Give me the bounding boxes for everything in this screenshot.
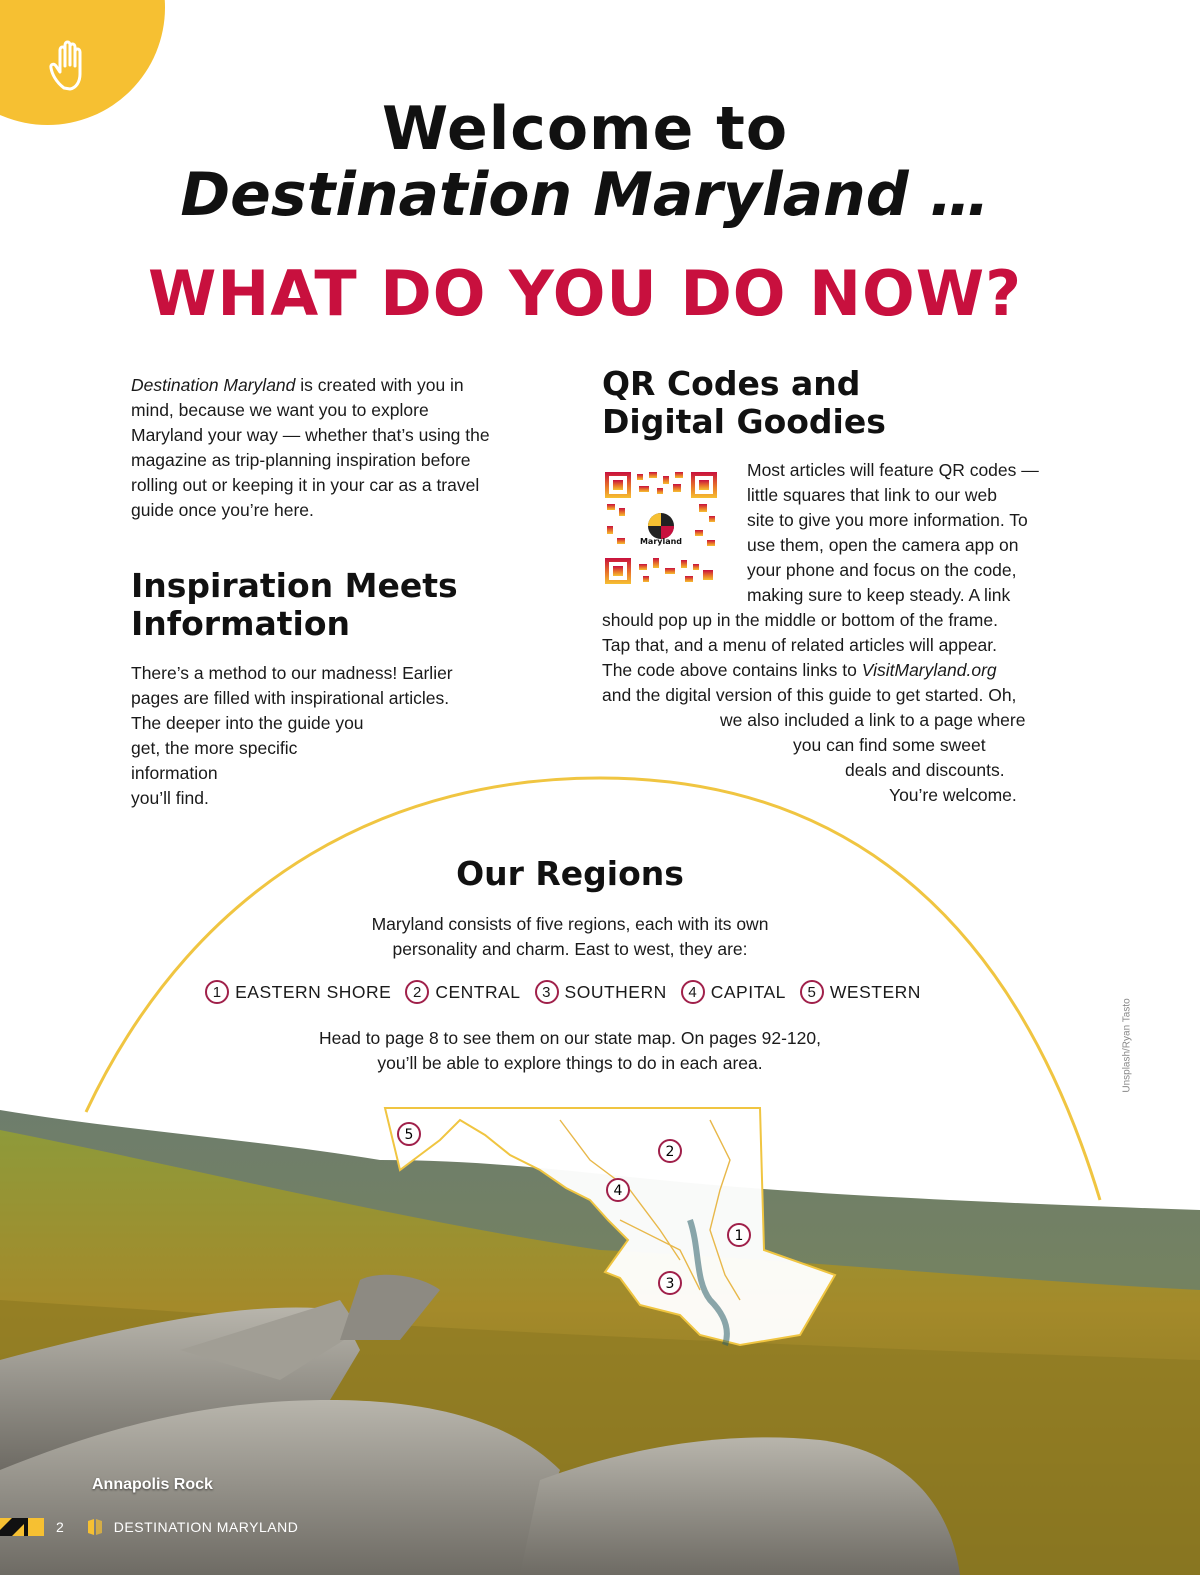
- region-item: [405, 980, 520, 1004]
- qr-line: we also included a link to a page where: [720, 710, 1026, 730]
- qr-label: Maryland: [639, 537, 683, 546]
- qr-line: Most articles will feature QR codes —: [747, 460, 1039, 480]
- qr-code-icon[interactable]: [603, 470, 719, 586]
- intro-text: is created with you in mind, because we want you to explore Maryland your way — whether that’s using the magazine as trip-planning inspiration before rolling out or keeping it in your car as a travel guide once you’re here.: [131, 375, 490, 520]
- intro-paragraph: [131, 373, 501, 523]
- map-marker-label: 1: [734, 1228, 744, 1244]
- qr-line-text: The code above contains links to: [602, 660, 862, 680]
- qr-line: You’re welcome.: [889, 785, 1017, 805]
- inspiration-line: pages are filled with inspirational articles.: [131, 688, 450, 708]
- region-item: [205, 980, 391, 1004]
- hand-icon: [42, 36, 102, 96]
- qr-line: Tap that, and a menu of related articles will appear.: [602, 635, 997, 655]
- visitmaryland-link[interactable]: VisitMaryland.org: [861, 660, 997, 680]
- qr-line: making sure to keep steady. A link: [747, 585, 1011, 605]
- region-number-badge: 5: [800, 980, 824, 1004]
- map-marker-label: 4: [613, 1183, 623, 1199]
- page-number: 2: [56, 1519, 64, 1535]
- inspiration-line: get, the more specific: [131, 738, 298, 758]
- regions-note-line1: Head to page 8 to see them on our state map. On pages 92-120,: [319, 1028, 821, 1048]
- qr-line: little squares that link to our web: [747, 485, 997, 505]
- region-item: [535, 980, 667, 1004]
- inspiration-heading: [131, 567, 551, 643]
- page-subtitle: WHAT DO YOU DO NOW?: [147, 257, 1023, 330]
- maryland-flag-icon: [0, 1518, 44, 1536]
- region-number-badge: 2: [405, 980, 429, 1004]
- region-label: SOUTHERN: [564, 981, 667, 1002]
- inspiration-line: information: [131, 763, 218, 783]
- region-label: EASTERN SHORE: [235, 981, 392, 1002]
- qr-line: should pop up in the middle or bottom of the frame.: [602, 610, 998, 630]
- region-label: CENTRAL: [435, 981, 521, 1002]
- photo-caption: Annapolis Rock: [92, 1476, 213, 1493]
- region-item: [681, 980, 786, 1004]
- regions-desc-line2: personality and charm. East to west, they are:: [392, 939, 748, 959]
- regions-note: [0, 1026, 1140, 1076]
- qr-heading-line2: Digital Goodies: [602, 402, 886, 441]
- page-title-line1: Welcome to: [381, 94, 789, 164]
- footer-title: DESTINATION MARYLAND: [113, 1519, 299, 1535]
- qr-heading-line1: QR Codes and: [602, 364, 861, 403]
- qr-line: [602, 658, 997, 683]
- qr-line: and the digital version of this guide to get started. Oh,: [602, 685, 1017, 705]
- regions-desc-line1: Maryland consists of five regions, each with its own: [371, 914, 769, 934]
- inspiration-line: you’ll find.: [131, 788, 209, 808]
- region-list: [0, 980, 1126, 1004]
- qr-line: deals and discounts.: [845, 760, 1005, 780]
- qr-line: your phone and focus on the code,: [747, 560, 1017, 580]
- region-number-badge: 3: [535, 980, 559, 1004]
- page-footer: [0, 1516, 298, 1538]
- region-number-badge: 4: [681, 980, 705, 1004]
- photo-credit: Unsplash/Ryan Tasto: [1121, 998, 1133, 1093]
- inspiration-line: There’s a method to our madness! Earlier: [131, 663, 453, 683]
- qr-heading: [602, 365, 1022, 441]
- map-marker-label: 5: [404, 1127, 414, 1143]
- qr-line: you can find some sweet: [793, 735, 986, 755]
- region-label: CAPITAL: [710, 981, 786, 1002]
- region-item: [800, 980, 921, 1004]
- brand-mark-icon: [86, 1518, 104, 1536]
- inspiration-heading-line1: Inspiration Meets: [131, 566, 458, 605]
- maryland-map-icon: [380, 1100, 840, 1360]
- regions-note-line2: you’ll be able to explore things to do in each area.: [377, 1053, 763, 1073]
- inspiration-heading-line2: Information: [131, 604, 350, 643]
- map-marker-label: 3: [665, 1276, 675, 1292]
- regions-description: [0, 912, 1140, 962]
- qr-line: use them, open the camera app on: [747, 535, 1019, 555]
- qr-line: site to give you more information. To: [747, 510, 1028, 530]
- regions-heading: Our Regions: [456, 854, 684, 893]
- page-title-line2: Destination Maryland …: [180, 160, 990, 230]
- inspiration-line: The deeper into the guide you: [131, 713, 364, 733]
- intro-italic-lead: Destination Maryland: [131, 375, 296, 395]
- region-label: WESTERN: [829, 981, 921, 1002]
- region-number-badge: 1: [205, 980, 229, 1004]
- map-marker-label: 2: [665, 1144, 675, 1160]
